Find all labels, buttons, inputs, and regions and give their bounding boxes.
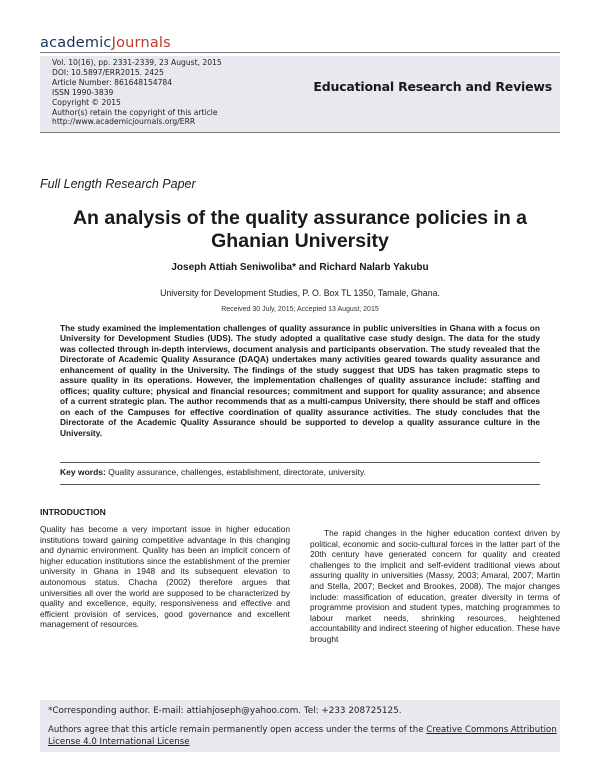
paper-type: Full Length Research Paper bbox=[40, 177, 196, 191]
header-bottom-rule bbox=[40, 132, 560, 133]
license-note bbox=[48, 725, 558, 748]
doi-line: DOI: 10.5897/ERR2015. 2425 bbox=[52, 67, 164, 77]
logo-text-journals: Journals bbox=[111, 35, 171, 51]
introduction-heading: INTRODUCTION bbox=[40, 507, 106, 517]
author-affiliation: University for Development Studies, P. O. Box TL 1350, Tamale, Ghana. bbox=[160, 288, 440, 298]
journal-logo bbox=[40, 35, 171, 51]
copyright-line: Copyright © 2015 bbox=[52, 97, 121, 107]
introduction-left-column: Quality has become a very important issue in higher education institutions toward gaining competitive advantage in this changing and dynamic environment. Quality has been an implicit concern of higher education institutions since the establishment of the premier university in Ghana in 1948 and its subsequent elevation to autonomous status. Chacha (2002) therefore argues that universities all over the world are supposed to be characterized by quality and excellence, equity, responsiveness and effective and efficient provision of services, good governance and excellent management of resources. bbox=[40, 524, 290, 630]
journal-url-link[interactable]: http://www.academicjournals.org/ERR bbox=[52, 117, 196, 127]
keywords-bottom-rule bbox=[60, 484, 540, 485]
logo-text-academic: academic bbox=[40, 35, 112, 51]
abstract: The study examined the implementation challenges of quality assurance in public universities in Ghana with a focus on University for Development Studies (UDS). The study adopted a qualitative case study design. The data for the study was collected through in-depth interviews, document analysis and participants observation. The study revealed that the Directorate of Academic Quality Assurance (DAQA) undertakes many activities geared towards quality assurance and enhancement of quality in the University. The findings of the study suggest that UDS has taken pragmatic steps to assure quality in its operations. However, the implementation challenges of quality assurance include: staffing and offices; quality culture; physical and financial resources; commitment and support for quality assurance; and absence of a current strategic plan. The author recommends that as a multi-campus University, there should be staff and offices on each of the Campuses for effective coordination of quality assurance activities. The study concludes that the Directorate of the Academic Quality Assurance should be supported to develop a quality assurance culture in the University. bbox=[60, 323, 540, 438]
license-text: Authors agree that this article remain permanently open access under the terms of the bbox=[48, 725, 427, 735]
header-top-rule bbox=[40, 52, 560, 53]
keywords-label: Key words: bbox=[60, 467, 106, 477]
rights-line: Author(s) retain the copyright of this article bbox=[52, 107, 218, 117]
article-number-line: Article Number: 861648154784 bbox=[52, 77, 173, 87]
keywords bbox=[60, 467, 540, 477]
license-link[interactable]: Creative Commons Attribution License 4.0 International License bbox=[48, 725, 557, 747]
footnote-box bbox=[40, 700, 560, 752]
received-accepted-dates: Received 30 July, 2015; Accepted 13 August, 2015 bbox=[221, 306, 379, 313]
paper-authors: Joseph Attiah Seniwoliba* and Richard Nalarb Yakubu bbox=[171, 262, 429, 273]
keywords-top-rule bbox=[60, 462, 540, 463]
volume-line: Vol. 10(16), pp. 2331-2339, 23 August, 2015 bbox=[52, 58, 222, 67]
journal-name-box bbox=[232, 56, 560, 132]
corresponding-author-note: *Corresponding author. E-mail: attiahjoseph@yahoo.com. Tel: +233 208725125. bbox=[48, 706, 402, 716]
introduction-right-column: The rapid changes in the higher education context driven by political, economic and socio-cultural forces in the latter part of the 20th century have generated concern for quality and created challenges to the implicit and self-evident traditional views about assuring quality in universities (Massy, 2003; Amaral, 2007; Martin and Stella, 2007; Becket and Brookes, 2008). The major changes include: massification of education, greater diversity in terms of programme provision and student types, matching programmes to labour market needs, shrinking resources, heightened accountability and indirect steering of higher education. These have brought bbox=[310, 528, 560, 644]
issn-line: ISSN 1990-3839 bbox=[52, 87, 114, 97]
journal-name: Educational Research and Reviews bbox=[313, 79, 552, 94]
keywords-list: Quality assurance, challenges, establishment, directorate, university. bbox=[108, 467, 367, 477]
article-info-box bbox=[40, 56, 232, 132]
paper-title: An analysis of the quality assurance policies in a Ghanian University bbox=[72, 207, 528, 252]
